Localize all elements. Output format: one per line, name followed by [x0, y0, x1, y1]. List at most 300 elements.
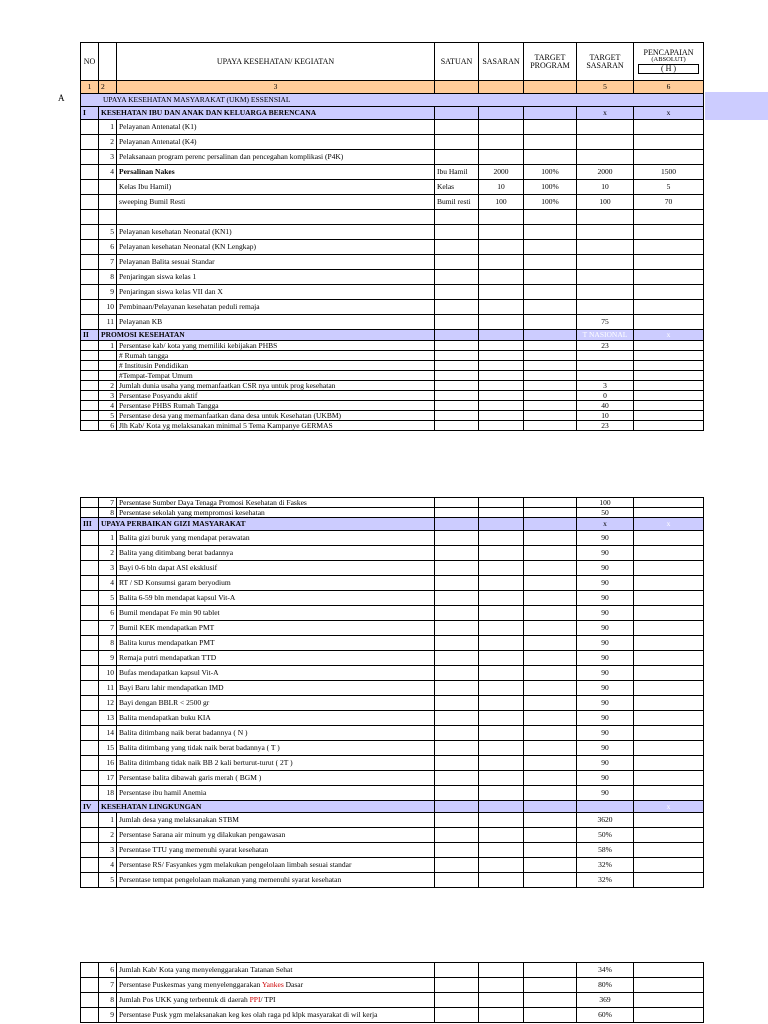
sasaran-cell — [479, 993, 524, 1008]
target-program-cell: 100% — [524, 165, 577, 180]
target-program-cell — [524, 606, 577, 621]
target-program-cell — [524, 270, 577, 285]
satuan-cell — [435, 681, 479, 696]
kegiatan-cell: Persentase kab/ kota yang memiliki kebijakan PHBS — [117, 341, 435, 351]
target-sasaran-cell: 58% — [577, 843, 634, 858]
pencapaian-cell — [634, 606, 704, 621]
sasaran-cell: 100 — [479, 195, 524, 210]
kegiatan-cell: Balita yang ditimbang berat badannya — [117, 546, 435, 561]
target-sasaran-cell: 90 — [577, 726, 634, 741]
sasaran-cell — [479, 531, 524, 546]
target-program-cell — [524, 546, 577, 561]
sasaran-cell — [479, 210, 524, 225]
sasaran-cell — [479, 873, 524, 888]
satuan-cell — [435, 591, 479, 606]
pencapaian-cell — [634, 993, 704, 1008]
target-program-cell — [524, 285, 577, 300]
row-number: 11 — [99, 681, 117, 696]
satuan-cell — [435, 696, 479, 711]
pencapaian-cell — [634, 858, 704, 873]
target-sasaran-cell: 32% — [577, 858, 634, 873]
sasaran-cell — [479, 351, 524, 361]
kegiatan-cell: Persentase Pusk ygm melaksanakan keg kes olah raga pd klpk masyarakat di wil kerja — [117, 1008, 435, 1023]
satuan-cell — [435, 828, 479, 843]
target-sasaran-cell — [577, 135, 634, 150]
sasaran-cell — [479, 270, 524, 285]
satuan-cell — [435, 561, 479, 576]
section-row-kia: I KESEHATAN IBU DAN ANAK DAN KELUARGA BERENCANA x x — [81, 107, 704, 120]
target-sasaran-cell — [577, 225, 634, 240]
kegiatan-cell: Kelas Ibu Hamil) — [117, 180, 435, 195]
kegiatan-cell: Jumlah dunia usaha yang memanfaatkan CSR nya untuk prog kesehatan — [117, 381, 435, 391]
satuan-cell — [435, 1008, 479, 1023]
satuan-cell — [435, 210, 479, 225]
target-program-cell — [524, 315, 577, 330]
target-program-cell — [524, 210, 577, 225]
table-row — [81, 411, 704, 421]
sasaran-cell — [479, 508, 524, 518]
row-number: 4 — [99, 165, 117, 180]
table-row — [81, 576, 704, 591]
table-row — [81, 165, 704, 180]
pencapaian-cell — [634, 666, 704, 681]
target-program-cell: 100% — [524, 195, 577, 210]
target-program-cell — [524, 561, 577, 576]
target-sasaran-cell — [577, 300, 634, 315]
pencapaian-cell — [634, 531, 704, 546]
satuan-cell — [435, 858, 479, 873]
satuan-cell — [435, 498, 479, 508]
pencapaian-cell — [634, 576, 704, 591]
kegiatan-cell: Penjaringan siswa kelas VII dan X — [117, 285, 435, 300]
target-sasaran-cell: 90 — [577, 771, 634, 786]
kegiatan-cell: Balita ditimbang naik berat badannya ( N ) — [117, 726, 435, 741]
sasaran-cell — [479, 498, 524, 508]
sasaran-cell — [479, 411, 524, 421]
target-program-cell — [524, 636, 577, 651]
pencapaian-cell — [634, 300, 704, 315]
table-row — [81, 508, 704, 518]
kegiatan-cell: Bumil KEK mendapatkan PMT — [117, 621, 435, 636]
satuan-cell — [435, 993, 479, 1008]
kegiatan-cell: Pembinaan/Pelayanan kesehatan peduli remaja — [117, 300, 435, 315]
target-program-cell — [524, 411, 577, 421]
row-number — [99, 210, 117, 225]
kesling-rows — [81, 813, 704, 888]
target-program-cell — [524, 963, 577, 978]
col-kegiatan: UPAYA KESEHATAN/ KEGIATAN — [117, 43, 435, 81]
row-number: 4 — [99, 858, 117, 873]
table-row — [81, 285, 704, 300]
pencapaian-cell — [634, 255, 704, 270]
kegiatan-cell: Penjaringan siswa kelas 1 — [117, 270, 435, 285]
target-program-cell — [524, 681, 577, 696]
sasaran-cell — [479, 621, 524, 636]
table-row — [81, 1008, 704, 1023]
row-number: 3 — [99, 391, 117, 401]
row-number: 16 — [99, 756, 117, 771]
target-program-cell — [524, 240, 577, 255]
row-number: 11 — [99, 315, 117, 330]
target-program-cell — [524, 621, 577, 636]
target-sasaran-cell: 60% — [577, 1008, 634, 1023]
target-program-cell — [524, 711, 577, 726]
row-number: 9 — [99, 651, 117, 666]
satuan-cell — [435, 361, 479, 371]
table-row — [81, 120, 704, 135]
target-sasaran-cell: 50% — [577, 828, 634, 843]
row-number: 7 — [99, 978, 117, 993]
satuan-cell — [435, 546, 479, 561]
table-row — [81, 771, 704, 786]
kegiatan-cell: Persentase ibu hamil Anemia — [117, 786, 435, 801]
kegiatan-cell: Pelaksanaan program perenc persalinan dan pencegahan komplikasi (P4K) — [117, 150, 435, 165]
section-row-promkes: II PROMOSI KESEHATAN T NASIONAL x — [81, 330, 704, 341]
row-number: 4 — [99, 401, 117, 411]
row-number: 18 — [99, 786, 117, 801]
section-row-gizi: III UPAYA PERBAIKAN GIZI MASYARAKAT x x — [81, 518, 704, 531]
satuan-cell — [435, 240, 479, 255]
target-sasaran-cell: 90 — [577, 786, 634, 801]
table-row — [81, 636, 704, 651]
target-sasaran-cell: 90 — [577, 561, 634, 576]
row-number: 9 — [99, 1008, 117, 1023]
kegiatan-cell: Persentase TTU yang memenuhi syarat kesehatan — [117, 843, 435, 858]
target-program-cell — [524, 591, 577, 606]
target-program-cell — [524, 843, 577, 858]
row-number: 5 — [99, 873, 117, 888]
target-sasaran-cell: 90 — [577, 606, 634, 621]
target-sasaran-cell — [577, 285, 634, 300]
target-sasaran-cell — [577, 240, 634, 255]
target-sasaran-cell: 90 — [577, 531, 634, 546]
satuan-cell: Bumil resti — [435, 195, 479, 210]
table-row — [81, 255, 704, 270]
sasaran-cell — [479, 858, 524, 873]
highlight-tab — [705, 92, 768, 120]
kegiatan-cell: Bumil mendapat Fe min 90 tablet — [117, 606, 435, 621]
kegiatan-cell: Persentase tempat pengelolaan makanan yang memenuhi syarat kesehatan — [117, 873, 435, 888]
row-number — [99, 371, 117, 381]
satuan-cell — [435, 391, 479, 401]
table-row — [81, 401, 704, 411]
sasaran-cell — [479, 315, 524, 330]
table-row — [81, 300, 704, 315]
target-program-cell — [524, 255, 577, 270]
kegiatan-cell: RT / SD Konsumsi garam beryodium — [117, 576, 435, 591]
row-number: 10 — [99, 666, 117, 681]
pencapaian-cell — [634, 651, 704, 666]
pencapaian-cell — [634, 391, 704, 401]
row-number: 13 — [99, 711, 117, 726]
kegiatan-cell: Persentase Sarana air minum yg dilakukan pengawasan — [117, 828, 435, 843]
row-number: 6 — [99, 240, 117, 255]
pencapaian-cell — [634, 756, 704, 771]
pencapaian-cell — [634, 621, 704, 636]
pencapaian-cell: 70 — [634, 195, 704, 210]
table-row — [81, 135, 704, 150]
target-sasaran-cell: 23 — [577, 421, 634, 431]
kegiatan-cell: Balita gizi buruk yang mendapat perawatan — [117, 531, 435, 546]
satuan-cell — [435, 285, 479, 300]
kegiatan-cell: Persentase Posyandu aktif — [117, 391, 435, 401]
satuan-cell — [435, 756, 479, 771]
row-number: 4 — [99, 576, 117, 591]
table-row — [81, 531, 704, 546]
pencapaian-cell — [634, 498, 704, 508]
sasaran-cell — [479, 150, 524, 165]
row-number: 1 — [99, 341, 117, 351]
pencapaian-cell — [634, 696, 704, 711]
target-sasaran-cell: 23 — [577, 341, 634, 351]
kegiatan-cell — [117, 210, 435, 225]
header-row — [81, 43, 704, 81]
kegiatan-cell: Jumlah desa yang melaksanakan STBM — [117, 813, 435, 828]
pencapaian-cell — [634, 813, 704, 828]
table-row — [81, 756, 704, 771]
table-row — [81, 666, 704, 681]
table-row — [81, 240, 704, 255]
row-number: 12 — [99, 696, 117, 711]
satuan-cell — [435, 666, 479, 681]
column-number-row: 1 2 3 5 6 — [81, 81, 704, 94]
target-sasaran-cell: 90 — [577, 756, 634, 771]
pencapaian-cell — [634, 361, 704, 371]
target-sasaran-cell: 90 — [577, 651, 634, 666]
kegiatan-cell: Pelayanan Antenatal (K1) — [117, 120, 435, 135]
pencapaian-cell — [634, 741, 704, 756]
table-row — [81, 315, 704, 330]
sasaran-cell — [479, 135, 524, 150]
satuan-cell — [435, 508, 479, 518]
kegiatan-cell: Bayi Baru lahir mendapatkan IMD — [117, 681, 435, 696]
pencapaian-cell — [634, 150, 704, 165]
satuan-cell — [435, 401, 479, 411]
row-number: 17 — [99, 771, 117, 786]
col-target-sasaran: TARGET SASARAN — [577, 43, 634, 81]
table-row — [81, 741, 704, 756]
target-program-cell — [524, 1008, 577, 1023]
pencapaian-cell — [634, 1008, 704, 1023]
target-sasaran-cell: 90 — [577, 666, 634, 681]
sasaran-cell — [479, 361, 524, 371]
table-row — [81, 696, 704, 711]
table-row — [81, 270, 704, 285]
target-program-cell — [524, 341, 577, 351]
satuan-cell — [435, 421, 479, 431]
promkes-rows — [81, 341, 704, 431]
row-number: 1 — [99, 531, 117, 546]
satuan-cell — [435, 371, 479, 381]
table-row — [81, 561, 704, 576]
target-program-cell — [524, 726, 577, 741]
target-sasaran-cell: 90 — [577, 621, 634, 636]
program-table-part-1 — [80, 42, 704, 431]
sasaran-cell: 2000 — [479, 165, 524, 180]
kegiatan-cell: Jumlah Kab/ Kota yang menyelenggarakan Tatanan Sehat — [117, 963, 435, 978]
row-number: 6 — [99, 963, 117, 978]
table-row — [81, 858, 704, 873]
pencapaian-cell — [634, 381, 704, 391]
kegiatan-cell: Balita 6-59 bln mendapat kapsul Vit-A — [117, 591, 435, 606]
kegiatan-cell: Balita mendapatkan buku KIA — [117, 711, 435, 726]
row-number: 5 — [99, 591, 117, 606]
promkes-rows-continued — [81, 498, 704, 518]
target-program-cell — [524, 300, 577, 315]
satuan-cell — [435, 711, 479, 726]
sasaran-cell — [479, 681, 524, 696]
pencapaian-cell — [634, 411, 704, 421]
sasaran-cell — [479, 828, 524, 843]
program-table-part-3 — [80, 962, 704, 1023]
satuan-cell — [435, 576, 479, 591]
row-number: 2 — [99, 828, 117, 843]
table-row — [81, 621, 704, 636]
satuan-cell: Ibu Hamil — [435, 165, 479, 180]
kegiatan-cell: Persentase balita dibawah garis merah ( BGM ) — [117, 771, 435, 786]
section-row-kesling: IV KESEHATAN LINGKUNGAN x — [81, 801, 704, 813]
row-number: 14 — [99, 726, 117, 741]
table-row — [81, 828, 704, 843]
satuan-cell — [435, 771, 479, 786]
sasaran-cell — [479, 401, 524, 411]
satuan-cell — [435, 531, 479, 546]
target-program-cell — [524, 666, 577, 681]
kegiatan-cell: Persentase RS/ Fasyankes ygm melakukan pengelolaan limbah sesuai standar — [117, 858, 435, 873]
sasaran-cell — [479, 813, 524, 828]
table-row — [81, 180, 704, 195]
table-row — [81, 195, 704, 210]
target-sasaran-cell — [577, 351, 634, 361]
pencapaian-cell — [634, 681, 704, 696]
target-sasaran-cell — [577, 361, 634, 371]
kia-rows — [81, 120, 704, 330]
row-number: 2 — [99, 381, 117, 391]
pencapaian-cell — [634, 873, 704, 888]
kegiatan-cell: Pelayanan Antenatal (K4) — [117, 135, 435, 150]
target-sasaran-cell: 90 — [577, 696, 634, 711]
target-sasaran-cell: 90 — [577, 546, 634, 561]
row-number: 6 — [99, 421, 117, 431]
sasaran-cell — [479, 606, 524, 621]
row-number — [99, 351, 117, 361]
target-sasaran-cell: 90 — [577, 681, 634, 696]
sasaran-cell — [479, 300, 524, 315]
pencapaian-cell: 5 — [634, 180, 704, 195]
sasaran-cell — [479, 771, 524, 786]
kegiatan-cell: Persentase Puskesmas yang menyelenggarakan Yankes Dasar — [117, 978, 435, 993]
target-sasaran-cell: 50 — [577, 508, 634, 518]
satuan-cell — [435, 873, 479, 888]
sasaran-cell — [479, 1008, 524, 1023]
highlighted-term: Yankes — [262, 980, 284, 990]
target-program-cell — [524, 651, 577, 666]
target-program-cell — [524, 391, 577, 401]
target-program-cell — [524, 508, 577, 518]
target-program-cell: 100% — [524, 180, 577, 195]
row-number: 5 — [99, 411, 117, 421]
satuan-cell — [435, 315, 479, 330]
target-program-cell — [524, 498, 577, 508]
target-sasaran-cell: 80% — [577, 978, 634, 993]
pencapaian-cell — [634, 546, 704, 561]
row-number: 8 — [99, 636, 117, 651]
section-letter: A — [58, 93, 65, 103]
sasaran-cell — [479, 591, 524, 606]
kegiatan-cell: Pelayanan kesehatan Neonatal (KN Lengkap) — [117, 240, 435, 255]
kegiatan-cell: Persentase sekolah yang mempromosi kesehatan — [117, 508, 435, 518]
table-row — [81, 498, 704, 508]
table-row — [81, 225, 704, 240]
kesling-rows-continued — [81, 963, 704, 1023]
sasaran-cell — [479, 666, 524, 681]
satuan-cell — [435, 651, 479, 666]
target-sasaran-cell: 90 — [577, 576, 634, 591]
target-sasaran-cell — [577, 255, 634, 270]
sasaran-cell — [479, 756, 524, 771]
table-row — [81, 210, 704, 225]
row-number — [99, 361, 117, 371]
target-sasaran-cell: 369 — [577, 993, 634, 1008]
satuan-cell — [435, 255, 479, 270]
kegiatan-cell: Pelayanan KB — [117, 315, 435, 330]
table-row — [81, 421, 704, 431]
table-row — [81, 381, 704, 391]
table-row — [81, 711, 704, 726]
satuan-cell — [435, 120, 479, 135]
satuan-cell — [435, 978, 479, 993]
pencapaian-cell — [634, 210, 704, 225]
pencapaian-cell — [634, 786, 704, 801]
satuan-cell — [435, 270, 479, 285]
kegiatan-cell: Bayi dengan BBLR < 2500 gr — [117, 696, 435, 711]
sasaran-cell — [479, 786, 524, 801]
target-program-cell — [524, 531, 577, 546]
row-number: 8 — [99, 270, 117, 285]
satuan-cell: Kelas — [435, 180, 479, 195]
row-number: 5 — [99, 225, 117, 240]
row-number: 10 — [99, 300, 117, 315]
target-program-cell — [524, 828, 577, 843]
sasaran-cell — [479, 696, 524, 711]
row-number: 6 — [99, 606, 117, 621]
satuan-cell — [435, 351, 479, 361]
row-number: 8 — [99, 508, 117, 518]
sasaran-cell — [479, 371, 524, 381]
table-row — [81, 978, 704, 993]
pencapaian-cell — [634, 371, 704, 381]
target-program-cell — [524, 756, 577, 771]
target-program-cell — [524, 576, 577, 591]
kegiatan-cell: sweeping Bumil Resti — [117, 195, 435, 210]
sasaran-cell — [479, 381, 524, 391]
pencapaian-cell — [634, 351, 704, 361]
kegiatan-cell: Balita ditimbang tidak naik BB 2 kali berturut-turut ( 2T ) — [117, 756, 435, 771]
pencapaian-cell — [634, 828, 704, 843]
target-sasaran-cell: 10 — [577, 411, 634, 421]
sasaran-cell — [479, 978, 524, 993]
row-number: 3 — [99, 150, 117, 165]
sasaran-cell — [479, 651, 524, 666]
pencapaian-cell — [634, 711, 704, 726]
target-sasaran-cell: 90 — [577, 591, 634, 606]
pencapaian-cell — [634, 120, 704, 135]
table-row — [81, 361, 704, 371]
sasaran-cell — [479, 240, 524, 255]
pencapaian-cell — [634, 315, 704, 330]
table-row — [81, 843, 704, 858]
target-program-cell — [524, 225, 577, 240]
